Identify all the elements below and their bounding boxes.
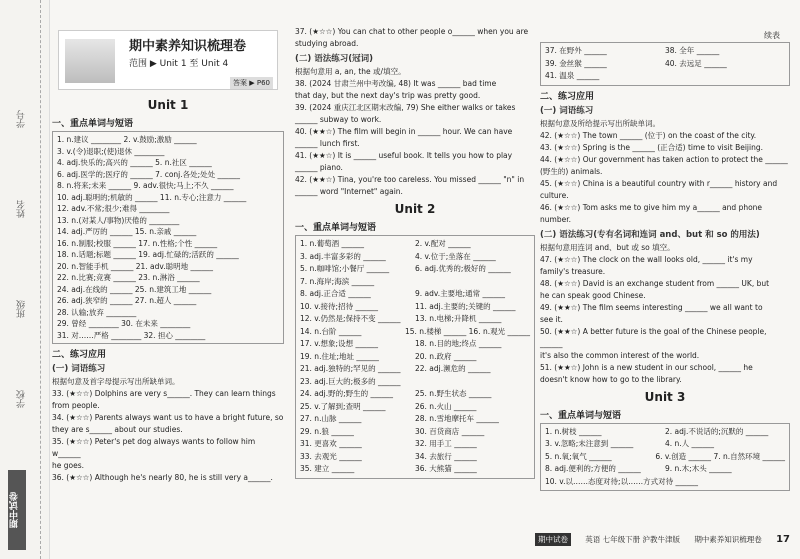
instruction: 根据句意用 a, an, the 或/填空。 <box>295 67 406 76</box>
vocab-item: 24. adj.野的;野生的 ______ <box>300 389 394 398</box>
text-line: 34. (★☆☆) Parents always want us to have a bright future, so <box>52 413 284 422</box>
vocab-row <box>300 251 530 264</box>
unit-range: 范围 ▶ Unit 1 至 Unit 4 <box>129 59 229 69</box>
footer-tag: 期中试卷 <box>535 533 571 546</box>
vocab-row <box>300 338 530 351</box>
text-line: (野生的) animals. <box>540 166 603 176</box>
text-line: see it. <box>540 314 563 324</box>
footer-subject: 英语 七年级下册 沪教牛津版 <box>585 534 681 544</box>
text-line: 39. (2024 重庆江北区期末改编, 79) She either walks or takes <box>295 103 516 112</box>
vocab-row <box>300 326 530 339</box>
text-line: 40. (★★☆) The film will begin in ______ hour. We can have <box>295 127 513 136</box>
vocab-item: 3. adj.丰富多彩的 ______ <box>300 251 386 261</box>
text-line: 20. n.智能手机 ______ 21. adv.聪明地 ______ <box>57 261 214 271</box>
text-line: 36. (★☆☆) Although he's nearly 80, he is still very a______. <box>52 473 273 482</box>
vocab-item: 27. n.山脉 ______ <box>300 414 362 423</box>
vocab-item: 38. 全年 ______ <box>665 46 720 55</box>
section-practice-heading: 二、练习应用 <box>52 350 107 360</box>
section-vocab-heading: 一、重点单词与短语 <box>52 119 134 129</box>
text-line: 3. v.(令)退职;(使)退休 ________ <box>57 146 165 156</box>
text-line: 1. n.建议 ________ 2. v.鼓励;激励 ______ <box>57 135 197 144</box>
vocab-item: 9. n.木;木头 ______ <box>665 464 732 473</box>
vocab-item: 7. n.海岸;海滨 ______ <box>300 276 375 286</box>
vocab-item: 8. adj.便利的;方便的 ______ <box>545 464 641 473</box>
vocab-item <box>665 70 785 83</box>
text-line: 8. n.将来;未来 ______ 9. adv.很快;马上;不久 ______ <box>57 181 234 190</box>
question-list <box>540 130 790 226</box>
vocab-row <box>545 438 785 451</box>
vocab-item: 30. 百货商店 ______ <box>415 426 485 436</box>
text-line: 33. (★☆☆) Dolphins are very s______. They can learn things <box>52 389 276 398</box>
vocab-item: 4. v.位于;坐落在 ______ <box>415 251 496 261</box>
cut-line <box>40 0 41 559</box>
text-line: 4. adj.快乐的;高兴的 ______ 5. n.社区 ______ <box>57 158 212 167</box>
vocab-row <box>545 463 785 476</box>
vocab-row <box>300 376 530 389</box>
text-line: 13. n.(对某人/事物)厌倦的 ________ <box>57 215 180 225</box>
text-line: 49. (★★☆) The film seems interesting ______ we all want to <box>540 302 763 312</box>
text-line: 38. (2024 甘肃兰州中考改编, 48) It was ______ bad time <box>295 79 497 88</box>
vocab-item: 6. v.创造 ______ 7. n.自然环境 ______ <box>655 451 785 461</box>
vocab-row <box>300 401 530 414</box>
text-line: 48. (★☆☆) David is an exchange student from ______ UK, but <box>540 278 770 288</box>
unit-2-heading: Unit 2 <box>394 202 436 216</box>
vocab-item: 31. 更喜欢 ______ <box>300 439 362 448</box>
vocab-row <box>545 70 785 83</box>
vocab-item: 25. n.野生状态 ______ <box>415 389 492 398</box>
text-line: 45. (★☆☆) China is a beautiful country with r______ history and <box>540 178 778 188</box>
text-line: it's also the common interest of the world. <box>540 350 700 360</box>
text-line: they are s______ about our studies. <box>52 425 183 434</box>
student-id-label: 学号 <box>17 110 27 128</box>
text-line: 24. adj.在线的 ______ 25. n.建筑工地 ______ <box>57 284 212 294</box>
vocab-row <box>300 238 530 251</box>
vocab-row <box>300 351 530 364</box>
vocab-row <box>300 313 530 326</box>
vocab-item: 40. 去远足 ______ <box>665 58 727 68</box>
vocab-item: 25. v.了解到;查明 ______ <box>300 401 386 411</box>
text-line: ______ lunch first. <box>295 139 360 148</box>
column-1 <box>52 94 284 484</box>
vocab-item: 33. 去观光 ______ <box>300 451 362 461</box>
vocab-item: 22. adj.濒危的 ______ <box>415 364 491 373</box>
vocab-item: 8. adj.正合适 ______ <box>300 289 371 298</box>
class-label: 班级 <box>17 300 27 318</box>
column-3 <box>540 42 790 491</box>
vocab-item <box>698 476 785 489</box>
vocab-item <box>415 376 530 389</box>
text-line: 26. adj.狭窄的 ______ 27. n.超人 ______ <box>57 296 197 305</box>
text-line: 6. adj.医学的;医疗的 ______ 7. conj.各处;处处 ______ <box>57 169 241 179</box>
text-line: 35. (★☆☆) Peter's pet dog always wants to follow him w______ <box>52 437 256 458</box>
vocab-row <box>300 426 530 439</box>
vocab-box-unit-3 <box>540 423 790 492</box>
unit-1-heading: Unit 1 <box>147 98 189 112</box>
text-line: 18. n.话题;标题 ______ 19. adj.忙碌的;活跃的 ______ <box>57 250 239 259</box>
vocab-row <box>300 438 530 451</box>
vocab-box-unit-1 <box>52 131 284 344</box>
instruction: 根据句意及所给提示写出所缺单词。 <box>540 118 660 128</box>
column-2 <box>295 26 535 479</box>
instruction: 根据句意用连词 and、but 或 so 填空。 <box>540 242 675 252</box>
text-line: he goes. <box>52 461 85 470</box>
section-vocab-heading: 一、重点单词与短语 <box>540 410 622 421</box>
answer-ref: 答案 ▶ P60 <box>230 77 273 89</box>
section-vocab-heading: 一、重点单词与短语 <box>295 223 377 233</box>
vocab-item: 2. v.配对 ______ <box>415 239 471 248</box>
title-banner <box>58 30 278 90</box>
vocab-item: 5. n.咖啡馆;小餐厅 ______ <box>300 264 390 273</box>
text-line: 37. (★☆☆) You can chat to other people o______ when you are <box>295 27 529 36</box>
unit-3-heading: Unit 3 <box>644 389 686 404</box>
question-list <box>52 388 284 484</box>
vocab-item: 19. n.住址;地址 ______ <box>300 351 379 361</box>
vocab-item: 15. n.楼梯 ______ 16. n.观光 ______ <box>404 326 530 336</box>
school-label: 学校 <box>17 390 27 408</box>
text-line: doesn't know how to go to the library. <box>540 374 682 384</box>
vocab-item: 34. 去旅行 ______ <box>415 451 477 461</box>
text-line: 12. adv.不常;很少;难得 ________ <box>57 204 170 213</box>
continued-label: 续表 <box>764 31 780 40</box>
vocab-item: 41. 温泉 ______ <box>545 71 600 80</box>
vocab-item: 10. v.以……态度对待;以……方式对待 ______ <box>545 476 698 486</box>
text-line: studying abroad. <box>295 39 359 48</box>
page-title: 期中素养知识梳理卷 <box>129 39 247 54</box>
vocab-item: 28. n.雪地摩托车 ______ <box>415 414 499 423</box>
text-line: 44. (★☆☆) Our government has taken action to protect the ______ <box>540 154 788 164</box>
vocab-row <box>545 426 785 439</box>
vocab-item: 5. n.氧;氧气 ______ <box>545 451 612 461</box>
text-line: ______ piano. <box>295 163 343 172</box>
vocab-item: 11. adj.主要的;关键的 ______ <box>415 301 516 311</box>
vocab-item: 14. n.台阶 ______ <box>300 326 362 336</box>
text-line: ______ word "Internet" again. <box>295 187 403 196</box>
text-line: 14. adj.严厉的 ______ 15. n.亲戚 ______ <box>57 227 197 236</box>
text-line: 29. 曾经 ________ 30. 在未来 ________ <box>57 319 191 328</box>
text-line: ______ subway to work. <box>295 115 382 124</box>
vocab-box-continued <box>540 42 790 86</box>
text-line: 47. (★☆☆) The clock on the wall looks old, ______ it's my <box>540 254 753 264</box>
vocab-row <box>300 263 530 276</box>
text-line: 51. (★★☆) John is a new student in our school, ______ he <box>540 362 753 372</box>
vocab-item: 32. 用手工 ______ <box>415 439 477 448</box>
vocab-item: 1. n.葡萄酒 ______ <box>300 239 365 248</box>
vocab-item: 18. n.目的地;终点 ______ <box>415 339 502 348</box>
vocab-row <box>300 363 530 376</box>
vocab-row <box>300 451 530 464</box>
vocab-item: 1. n.树枝 ______ <box>545 426 602 436</box>
vocab-item: 10. v.接待;招待 ______ <box>300 301 378 311</box>
text-line: 50. (★★☆) A better future is the goal of the Chinese people, ______ <box>540 326 767 348</box>
vocab-item: 26. n.火山 ______ <box>415 401 477 411</box>
page-number: 17 <box>776 533 790 545</box>
vocab-item: 9. adv.主要地;通常 ______ <box>415 289 506 298</box>
vocab-item: 37. 在野外 ______ <box>545 46 607 55</box>
vocab-item: 21. adj.独特的;罕见的 ______ <box>300 364 401 373</box>
vocab-item: 4. n.人 ______ <box>665 439 715 448</box>
vocab-row <box>545 476 785 489</box>
text-line: 42. (★★☆) Tina, you're too careless. You missed ______ "n" in <box>295 175 525 184</box>
binding-strip <box>0 0 50 559</box>
vocab-row <box>300 288 530 301</box>
text-line: number. <box>540 214 571 224</box>
vocab-item: 35. 建立 ______ <box>300 464 355 473</box>
subsection-grammar-conjunctions: (二) 语法练习(专有名词和连词 and、but 和 so 的用法) <box>540 229 760 240</box>
subsection-grammar-articles: (二) 语法练习(冠词) <box>295 54 373 64</box>
vocab-item: 29. n.狼 ______ <box>300 426 354 436</box>
text-line: 16. n.制服;校服 ______ 17. n.性格;个性 ______ <box>57 238 218 248</box>
vocab-item <box>415 276 530 289</box>
question-list <box>295 78 535 198</box>
banner-illustration <box>65 39 115 83</box>
name-label: 姓名 <box>17 200 27 218</box>
vocab-item: 23. adj.巨大的;极多的 ______ <box>300 376 401 386</box>
subsection-word-practice: (一) 词语练习 <box>540 105 594 116</box>
text-line: he can speak good Chinese. <box>540 290 646 300</box>
vocab-item: 17. v.想象;设想 ______ <box>300 339 378 348</box>
vocab-item: 39. 金丝猴 ______ <box>545 58 607 68</box>
vocab-row <box>300 413 530 426</box>
section-practice-heading: 二、练习应用 <box>540 91 595 102</box>
vocab-row <box>545 45 785 58</box>
binding-mark: 期中试卷 <box>8 470 26 550</box>
vocab-row <box>300 301 530 314</box>
text-line: family's treasure. <box>540 266 606 276</box>
text-line: 28. 认输;放弃 ________ <box>57 307 137 317</box>
vocab-item: 36. 大熊猫 ______ <box>415 464 477 473</box>
question-list <box>540 254 790 386</box>
footer-title: 期中素养知识梳理卷 <box>694 534 762 544</box>
text-line: 46. (★☆☆) Tom asks me to give him my a______ and phone <box>540 202 763 212</box>
vocab-row <box>300 463 530 476</box>
text-line: 22. n.比赛;竞赛 ______ 23. n.淋浴 ______ <box>57 273 200 282</box>
vocab-row <box>300 388 530 401</box>
vocab-row <box>545 58 785 71</box>
page-footer <box>535 532 790 546</box>
instruction: 根据句意及首字母提示写出所缺单词。 <box>52 377 180 386</box>
text-line: 41. (★★☆) It is ______ useful book. It tells you how to play <box>295 151 513 160</box>
vocab-item: 12. v.仍然是;保持不变 ______ <box>300 314 401 323</box>
text-line: 43. (★☆☆) Spring is the ______ (正合适) time to visit Beijing. <box>540 142 763 152</box>
text-line: from people. <box>52 401 100 410</box>
vocab-item: 13. n.电梯;升降机 ______ <box>415 314 502 323</box>
vocab-row <box>545 451 785 464</box>
text-line: 10. adj.聪明的;机敏的 ______ 11. n.专心;注意力 ______ <box>57 192 247 202</box>
vocab-item: 2. adj.不说话的;沉默的 ______ <box>665 426 769 436</box>
text-line: that day, but the next day's trip was pretty good. <box>295 91 481 100</box>
vocab-item: 3. v.忽略;未注意到 ______ <box>545 439 634 448</box>
subsection-word-practice: (一) 词语练习 <box>52 364 106 374</box>
vocab-row <box>300 276 530 289</box>
vocab-item: 20. n.政府 ______ <box>415 351 477 361</box>
question-list <box>295 26 535 50</box>
text-line: 31. 对……严格 ________ 32. 担心 ________ <box>57 330 206 340</box>
vocab-item: 6. adj.优秀的;极好的 ______ <box>415 264 511 273</box>
vocab-box-unit-2 <box>295 235 535 479</box>
text-line: 42. (★☆☆) The town ______ (位于) on the coast of the city. <box>540 130 757 140</box>
text-line: culture. <box>540 190 569 200</box>
